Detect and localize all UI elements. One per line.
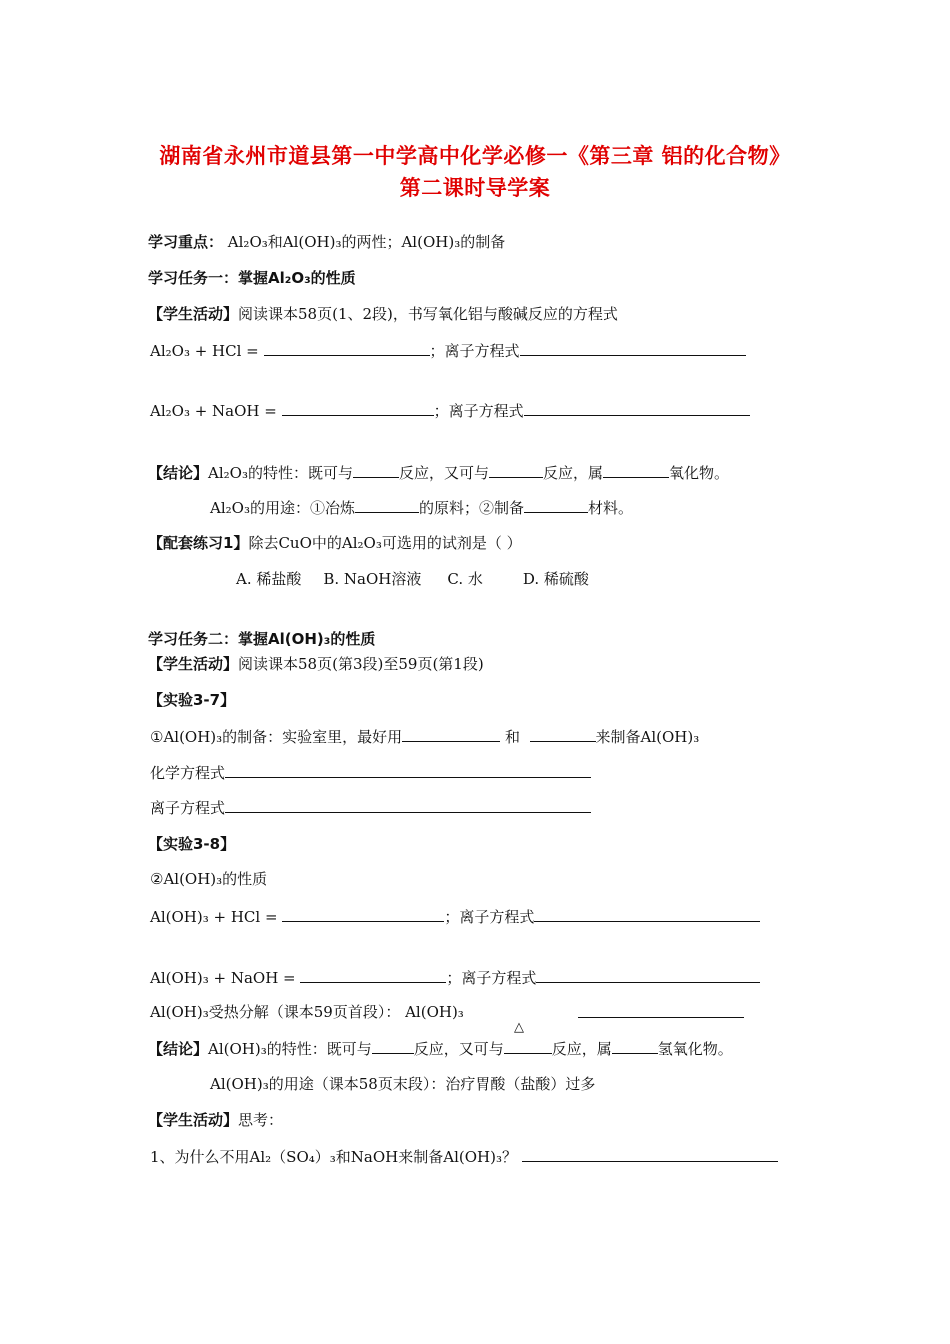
answer-blank[interactable] — [402, 726, 500, 742]
prep-text: ①Al(OH)₃的制备：实验室里，最好用 — [150, 728, 403, 746]
activity-text: 阅读课本58页(第3段)至59页(第1段) — [238, 655, 484, 673]
ionic-label: ；离子方程式 — [429, 342, 520, 360]
conclusion-label: 【结论】 — [148, 1040, 209, 1058]
conclusion-label: 【结论】 — [148, 464, 209, 482]
answer-blank[interactable] — [578, 1002, 744, 1018]
answer-blank[interactable] — [300, 967, 446, 983]
task2-activity — [148, 654, 484, 674]
page-title: 湖南省永州市道县第一中学高中化学必修一《第三章 铝的化合物》 — [159, 144, 791, 168]
task1-conclusion — [148, 462, 729, 483]
task2-use: Al(OH)₃的用途（课本58页末段）：治疗胃酸（盐酸）过多 — [210, 1075, 596, 1093]
eq-lhs: Al(OH)₃ + HCl = — [150, 908, 278, 926]
option-a[interactable]: A. 稀盐酸 — [236, 570, 302, 588]
experiment-3-8: 【实验3-8】 — [148, 835, 236, 853]
chem-eq-label: 化学方程式 — [150, 764, 226, 782]
task2-eq2 — [150, 967, 760, 988]
prep-text: 和 — [504, 728, 520, 746]
key-points — [148, 232, 505, 252]
ionic-equation — [150, 797, 591, 818]
preparation — [150, 726, 699, 747]
conclusion-text: Al(OH)₃的特性：既可与 — [208, 1040, 372, 1058]
ionic-eq-label: 离子方程式 — [150, 799, 226, 817]
answer-blank[interactable] — [225, 762, 591, 778]
answer-blank[interactable] — [520, 340, 746, 356]
page-subtitle: 第二课时导学案 — [399, 176, 551, 200]
answer-blank[interactable] — [489, 462, 543, 478]
answer-blank[interactable] — [282, 400, 434, 416]
ionic-label: ；离子方程式 — [446, 969, 537, 987]
conclusion-text: 氢氧化物。 — [657, 1040, 733, 1058]
exercise-options — [236, 569, 589, 589]
conclusion-text: 反应，又可与 — [413, 1040, 504, 1058]
key-points-text: Al₂O₃和Al(OH)₃的两性；Al(OH)₃的制备 — [227, 233, 506, 251]
eq-lhs: Al₂O₃ + NaOH = — [150, 402, 277, 420]
prep-text: 来制备Al(OH)₃ — [595, 728, 700, 746]
exercise-1 — [148, 533, 522, 553]
ionic-label: ；离子方程式 — [444, 908, 535, 926]
conclusion-text: 反应，属 — [543, 464, 604, 482]
answer-blank[interactable] — [355, 497, 419, 513]
use-text: 的原料；②制备 — [418, 499, 524, 517]
decomposition — [150, 1002, 464, 1022]
answer-blank[interactable] — [530, 726, 596, 742]
option-c[interactable]: C. 水 — [447, 570, 483, 588]
task2-conclusion — [148, 1038, 733, 1059]
chemical-equation — [150, 762, 591, 783]
task1-eq1 — [150, 340, 746, 361]
ionic-label: ；离子方程式 — [433, 402, 524, 420]
task1-use — [210, 497, 633, 518]
experiment-3-7: 【实验3-7】 — [148, 691, 236, 709]
answer-blank[interactable] — [522, 1146, 778, 1162]
heat-triangle-icon: △ — [514, 1020, 524, 1035]
exercise-text: 除去CuO中的Al₂O₃可选用的试剂是（ ） — [248, 534, 522, 552]
answer-blank[interactable] — [536, 967, 760, 983]
question-1 — [150, 1146, 778, 1167]
option-d[interactable]: D. 稀硫酸 — [522, 570, 589, 588]
decomp-text: Al(OH)₃受热分解（课本59页首段）： Al(OH)₃ — [150, 1003, 464, 1021]
activity-label: 【学生活动】 — [148, 1111, 239, 1129]
exercise-label: 【配套练习1】 — [148, 534, 249, 552]
answer-blank[interactable] — [504, 1038, 552, 1054]
answer-blank[interactable] — [282, 906, 444, 922]
answer-blank[interactable] — [264, 340, 430, 356]
answer-blank[interactable] — [603, 462, 669, 478]
task1-eq2 — [150, 400, 750, 421]
answer-blank[interactable] — [524, 400, 750, 416]
use-text: Al₂O₃的用途：①冶炼 — [210, 499, 355, 517]
eq-lhs: Al(OH)₃ + NaOH = — [150, 969, 296, 987]
conclusion-text: 反应，又可与 — [398, 464, 489, 482]
answer-blank[interactable] — [353, 462, 399, 478]
task2-eq1 — [150, 906, 760, 927]
think-activity — [148, 1110, 283, 1130]
answer-blank[interactable] — [612, 1038, 658, 1054]
task1-activity — [148, 304, 618, 324]
answer-blank[interactable] — [372, 1038, 414, 1054]
eq-lhs: Al₂O₃ + HCl = — [150, 342, 259, 360]
activity-label: 【学生活动】 — [148, 655, 239, 673]
conclusion-text: 氧化物。 — [669, 464, 730, 482]
conclusion-text: 反应，属 — [551, 1040, 612, 1058]
activity-label: 【学生活动】 — [148, 305, 239, 323]
task1-heading: 学习任务一：掌握Al₂O₃的性质 — [148, 269, 356, 287]
think-text: 思考： — [238, 1111, 284, 1129]
activity-text: 阅读课本58页(1、2段)，书写氧化铝与酸碱反应的方程式 — [238, 305, 618, 323]
conclusion-text: Al₂O₃的特性：既可与 — [208, 464, 353, 482]
answer-blank[interactable] — [524, 497, 588, 513]
answer-blank[interactable] — [225, 797, 591, 813]
use-text: 材料。 — [587, 499, 633, 517]
task2-heading: 学习任务二：掌握Al(OH)₃的性质 — [148, 630, 376, 648]
question-text: 1、为什么不用Al₂（SO₄）₃和NaOH来制备Al(OH)₃？ — [150, 1148, 517, 1166]
answer-blank[interactable] — [534, 906, 760, 922]
property-title: ②Al(OH)₃的性质 — [150, 870, 268, 888]
key-points-label: 学习重点： — [148, 233, 224, 251]
option-b[interactable]: B. NaOH溶液 — [323, 570, 422, 588]
